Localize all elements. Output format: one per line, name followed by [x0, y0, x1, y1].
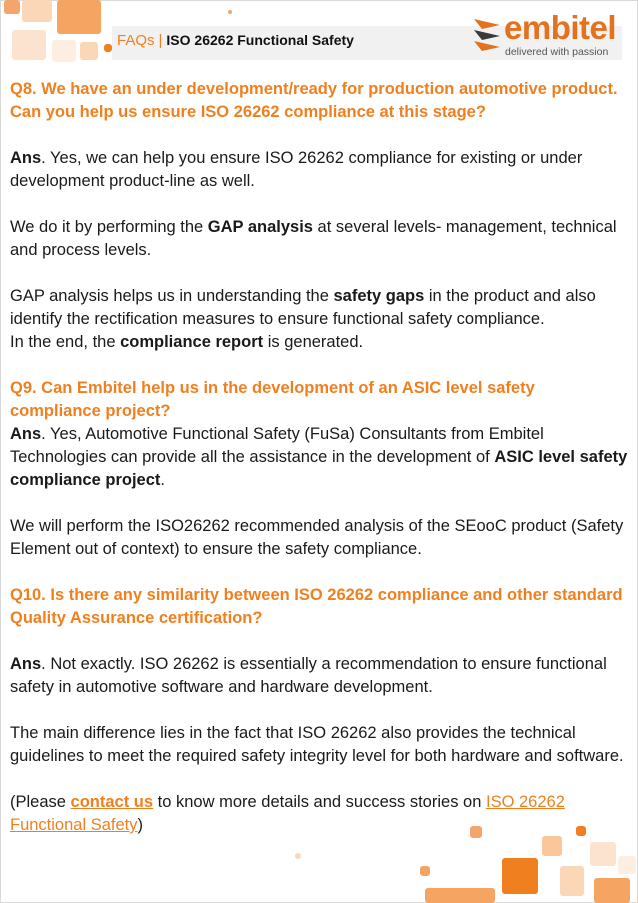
decor-square: [295, 853, 301, 859]
text: at several levels- management, technical and process levels.: [10, 218, 617, 259]
decor-square: [80, 42, 98, 60]
answer-q9: [10, 423, 628, 492]
text: .: [160, 471, 165, 489]
decor-square: [576, 826, 586, 836]
text: We do it by performing the: [10, 218, 208, 236]
text: in the product and also identify the rectification measures to ensure functional safety compliance.: [10, 287, 596, 328]
header-separator: |: [158, 32, 163, 49]
ans-text: . Yes, we can help you ensure ISO 26262 compliance for existing or under development product-line as well.: [10, 149, 583, 190]
ans-label: Ans: [10, 655, 42, 673]
iso-26262-functional-safety-link[interactable]: ISO 26262 Functional Safety: [10, 793, 565, 834]
header-topic: ISO 26262 Functional Safety: [166, 32, 354, 48]
decor-square: [542, 836, 562, 856]
paragraph: [10, 216, 628, 262]
decor-square: [52, 40, 76, 62]
bold-text: safety gaps: [333, 287, 425, 305]
decor-square: [12, 30, 46, 60]
paragraph: [10, 791, 628, 837]
text: ): [137, 816, 143, 834]
faq-content: [10, 78, 628, 837]
decor-square: [420, 866, 430, 876]
text: (Please: [10, 793, 71, 811]
paragraph: [10, 285, 628, 331]
decor-square: [590, 842, 616, 866]
decor-square: [104, 44, 112, 52]
paragraph: We will perform the ISO26262 recommended analysis of the SEooC product (Safety Element out of context) to ensure the safety compliance.: [10, 517, 624, 558]
embitel-logo-mark-icon: [472, 17, 502, 51]
answer-q8: [10, 147, 628, 193]
ans-label: Ans: [10, 149, 42, 167]
bold-text: GAP analysis: [207, 218, 313, 236]
decor-square: [228, 10, 232, 14]
text: In the end, the: [10, 333, 121, 351]
logo-tagline: delivered with passion: [505, 46, 609, 58]
embitel-logo: [472, 9, 624, 59]
decor-square: [618, 856, 636, 874]
decor-square: [4, 0, 20, 14]
decor-square: [594, 878, 630, 903]
header-title: [117, 30, 354, 51]
decor-square: [57, 0, 101, 34]
bold-text: ASIC level safety compliance project: [10, 448, 628, 489]
text: to know more details and success stories on: [153, 793, 486, 811]
text: . Yes, Automotive Functional Safety (FuSa) Consultants from Embitel Technologies can provide all the assistance in the development of: [10, 425, 544, 466]
decor-square: [560, 866, 584, 896]
text: . Not exactly. ISO 26262 is essentially a recommendation to ensure functional safety in automotive software and hardware development.: [10, 655, 607, 696]
paragraph: The main difference lies in the fact that ISO 26262 also provides the technical guidelines to meet the required safety integrity level for both hardware and software.: [10, 724, 624, 765]
question-q8: Q8. We have an under development/ready for production automotive product. Can you help us ensure ISO 26262 compliance at this stage?: [10, 80, 618, 121]
paragraph: [10, 331, 628, 354]
answer-q10: [10, 653, 628, 699]
decor-square: [425, 888, 495, 903]
question-q10: Q10. Is there any similarity between ISO 26262 compliance and other standard Quality Assurance certification?: [10, 586, 623, 627]
bold-text: compliance report: [120, 333, 264, 351]
decor-square: [22, 0, 52, 22]
text: is generated.: [263, 333, 364, 351]
decor-square: [502, 858, 538, 894]
ans-label: Ans: [10, 425, 42, 443]
text: GAP analysis helps us in understanding the: [10, 287, 334, 305]
header-faqs-label: FAQs: [117, 32, 155, 49]
question-q9: Q9. Can Embitel help us in the development of an ASIC level safety compliance project?: [10, 379, 535, 420]
logo-wordmark: embitel: [504, 9, 617, 46]
contact-us-link[interactable]: contact us: [70, 793, 154, 811]
decor-square: [470, 826, 482, 838]
